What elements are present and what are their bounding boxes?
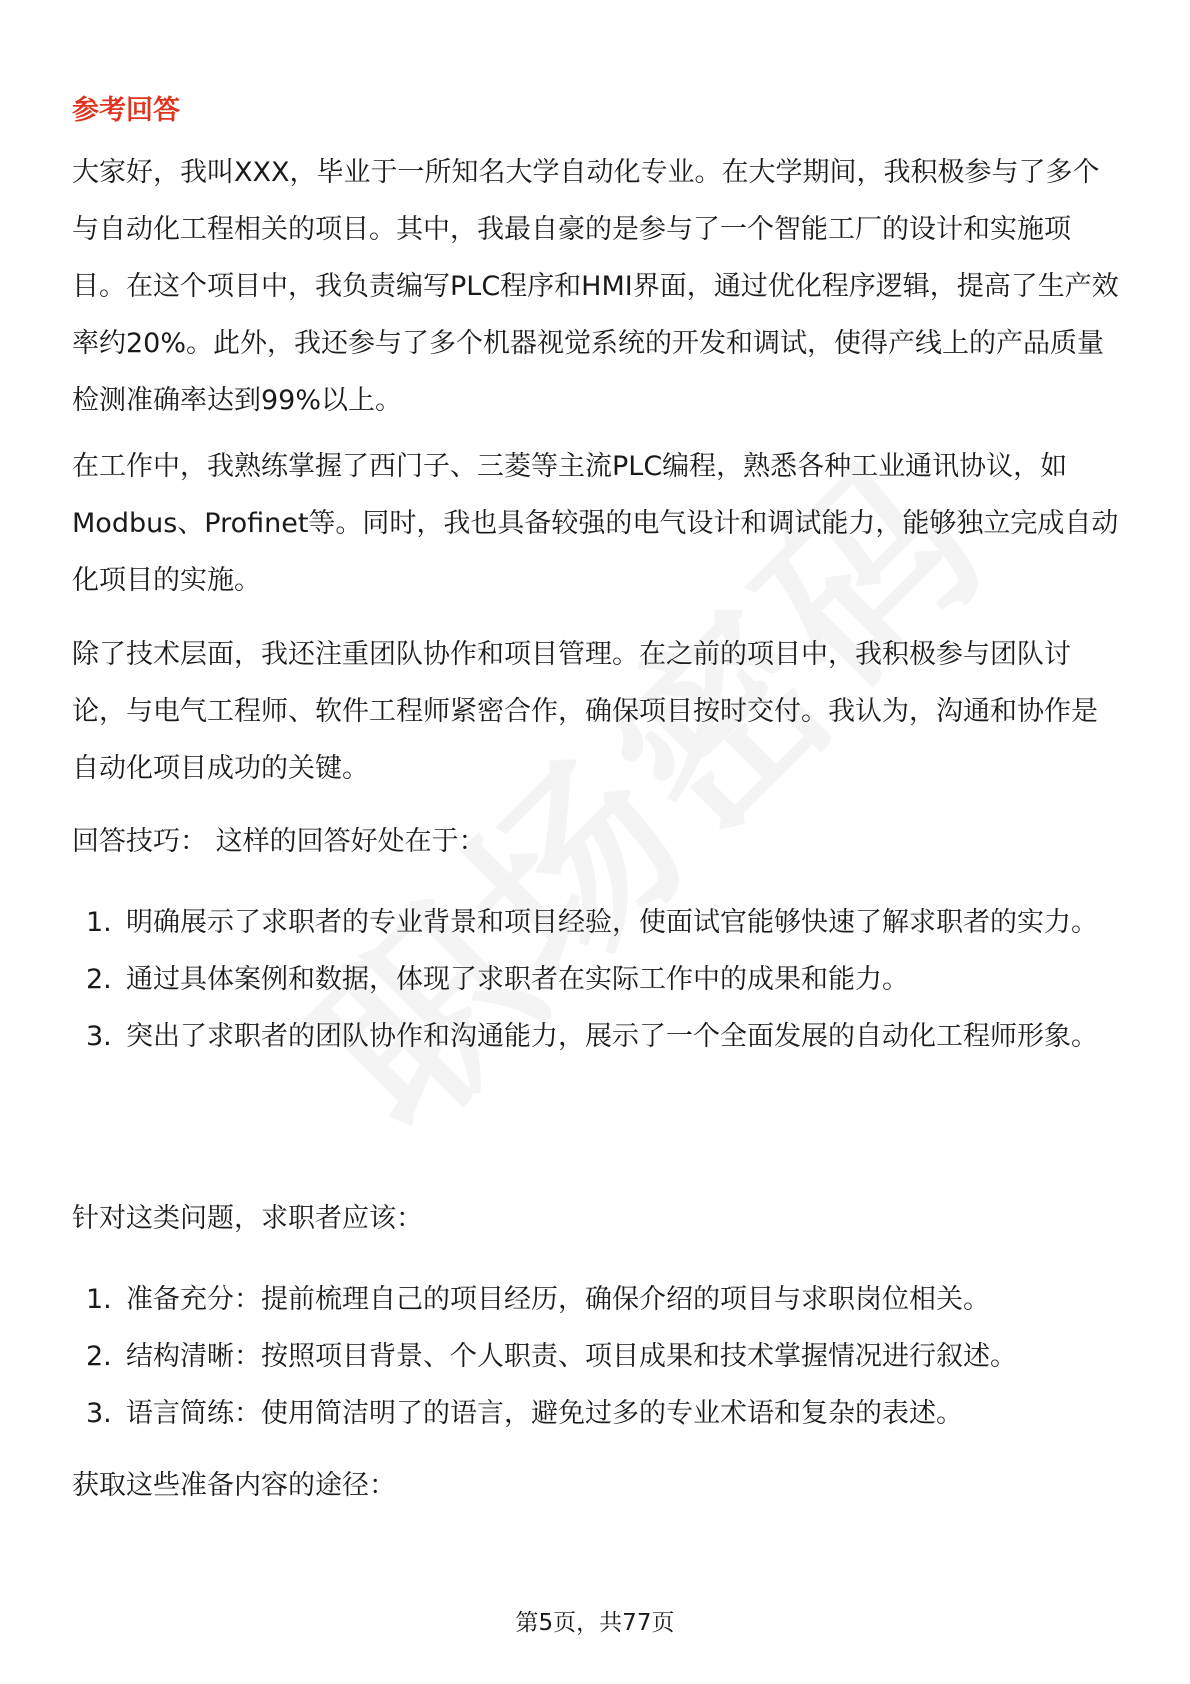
closing-line: 获取这些准备内容的途径： [72,1470,396,1501]
list-number: 2. [86,1341,112,1372]
list-item [72,951,1122,1008]
list-text: 语言简练：使用简洁明了的语言，避免过多的专业术语和复杂的表述。 [126,1398,963,1429]
paragraph-skills: 在工作中，我熟练掌握了西门子、三菱等主流PLC编程，熟悉各种工业通讯协议，如Modbus、Profinet等。同时，我也具备较强的电气设计和调试能力，能够独立完成自动化项目的实施。 [72,451,1119,596]
list-text: 通过具体案例和数据，体现了求职者在实际工作中的成果和能力。 [126,964,909,995]
list-item [72,1008,1122,1065]
page-number: 第5页，共77页 [515,1610,675,1636]
list-item [72,1328,1122,1385]
list-item [72,1271,1122,1328]
tips-intro: 回答技巧： 这样的回答好处在于： [72,826,486,857]
list-item [72,894,1122,951]
list-number: 2. [86,964,112,995]
advice-list [72,1271,1122,1442]
list-number: 3. [86,1398,112,1429]
list-text: 结构清晰：按照项目背景、个人职责、项目成果和技术掌握情况进行叙述。 [126,1341,1017,1372]
list-number: 3. [86,1021,112,1052]
paragraph-teamwork: 除了技术层面，我还注重团队协作和项目管理。在之前的项目中，我积极参与团队讨论，与电气工程师、软件工程师紧密合作，确保项目按时交付。我认为，沟通和协作是自动化项目成功的关键。 [72,639,1098,784]
list-text: 明确展示了求职者的专业背景和项目经验，使面试官能够快速了解求职者的实力。 [126,907,1098,938]
tips-list [72,894,1122,1065]
section-heading: 参考回答 [72,95,180,126]
list-item [72,1385,1122,1442]
list-number: 1. [86,1284,112,1315]
list-number: 1. [86,907,112,938]
paragraph-intro: 大家好，我叫XXX，毕业于一所知名大学自动化专业。在大学期间，我积极参与了多个与自动化工程相关的项目。其中，我最自豪的是参与了一个智能工厂的设计和实施项目。在这个项目中，我负责编写PLC程序和HMI界面，通过优化程序逻辑，提高了生产效率约20%。此外，我还参与了多个机器视觉系统的开发和调试，使得产线上的产品质量检测准确率达到99%以上。 [72,157,1119,416]
list-text: 准备充分：提前梳理自己的项目经历，确保介绍的项目与求职岗位相关。 [126,1284,990,1315]
advice-intro: 针对这类问题，求职者应该： [72,1203,423,1234]
list-text: 突出了求职者的团队协作和沟通能力，展示了一个全面发展的自动化工程师形象。 [126,1021,1098,1052]
